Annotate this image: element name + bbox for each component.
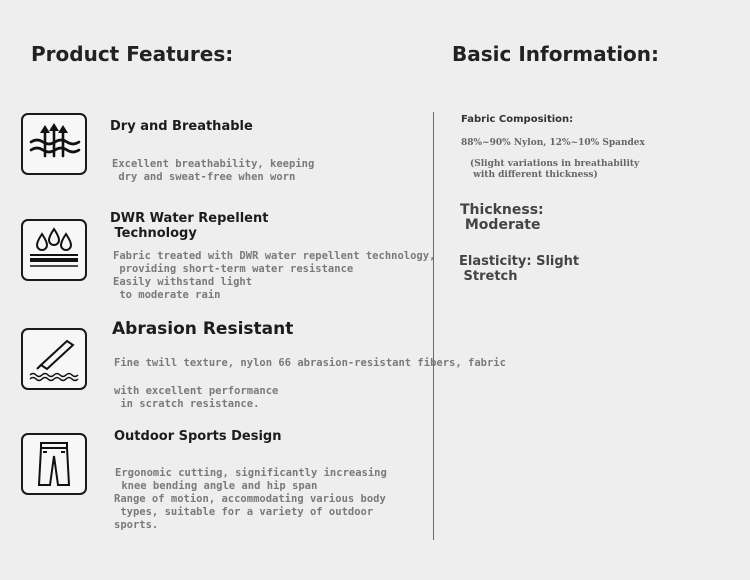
breathable-arrows-icon (21, 113, 87, 175)
product-features-heading: Product Features: (31, 42, 234, 66)
fabric-composition-label: Fabric Composition: (461, 114, 574, 125)
thickness-info: Thickness: Moderate (460, 202, 544, 233)
feature-title-water-repellent: DWR Water Repellent Technology (110, 211, 269, 241)
feature-desc-outdoor-1: Ergonomic cutting, significantly increasing knee bending angle and hip span (115, 467, 387, 492)
feature-title-breathable: Dry and Breathable (110, 119, 253, 134)
feature-desc-outdoor-2: Range of motion, accommodating various body types, suitable for a variety of outdoor sports. (114, 493, 386, 531)
water-drops-icon (21, 219, 87, 281)
feature-title-outdoor: Outdoor Sports Design (114, 429, 282, 444)
column-divider (433, 112, 434, 540)
fabric-composition-note: (Slight variations in breathability with different thickness) (470, 159, 640, 180)
feature-desc-abrasion-2: with excellent performance in scratch resistance. (114, 385, 279, 410)
basic-information-heading: Basic Information: (452, 42, 660, 66)
feature-desc-water-repellent-1: Fabric treated with DWR water repellent technology, providing short-term water resistance (113, 250, 436, 275)
scratch-blade-icon (21, 328, 87, 390)
feature-title-abrasion: Abrasion Resistant (112, 319, 294, 339)
feature-desc-breathable: Excellent breathability, keeping dry and sweat-free when worn (112, 158, 315, 183)
feature-desc-abrasion-1: Fine twill texture, nylon 66 abrasion-resistant fibers, fabric (114, 357, 506, 369)
fabric-composition-value: 88%~90% Nylon, 12%~10% Spandex (461, 138, 645, 148)
elasticity-info: Elasticity: Slight Stretch (459, 254, 580, 284)
pants-icon (21, 433, 87, 495)
feature-desc-water-repellent-2: Easily withstand light to moderate rain (113, 276, 253, 301)
